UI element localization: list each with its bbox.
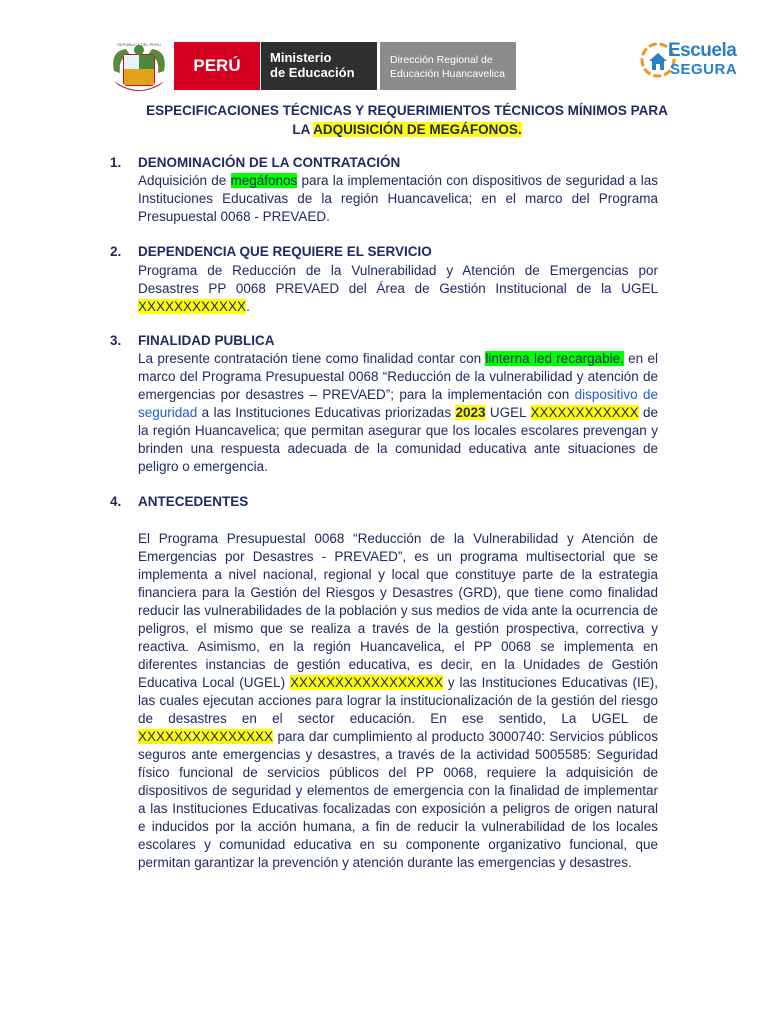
- title-line1: ESPECIFICACIONES TÉCNICAS Y REQUERIMIENTOS TÉCNICOS MÍNIMOS PARA: [146, 103, 668, 118]
- section-3-year-highlight: 2023: [455, 405, 486, 420]
- ministerio-logo: [261, 42, 377, 90]
- section-3-ugel-highlight: XXXXXXXXXXXX: [530, 405, 639, 420]
- section-4-text-part: para dar cumplimiento al producto 3000740: Servicios públicos seguros ante emergencias y desastres, a través de la actividad 5005585: Seguridad físico funcional de servicios públicos del PP 0068, requiere la adquisición de dispositivos de seguridad y elementos de emergencia con la finalidad de implementar a las Instituciones Educativas focalizadas con exposición a peligros de origen natural e inducidos por la acción humana, a fin de reducir la vulnerabilidad de los locales escolares y comunidad educativa en su componente organizativo funcional, que permitan garantizar la prevención y atención durante las emergencias y desastres.: [138, 729, 658, 870]
- section-1-highlight: megáfonos: [230, 173, 298, 188]
- ministerio-line1: Ministerio: [270, 50, 332, 65]
- section-1-text: [138, 172, 658, 226]
- section-4-text-part: El Programa Presupuestal 0068 “Reducción de la Vulnerabilidad y Atención de Emergencias por Desastres - PREVAED”, es un programa multisectorial que se implementa a nivel nacional, regional y local que constituye parte de la estrategia financiera para la Gestión del Riesgos y Desastres (GRD), que tiene como finalidad reducir las vulnerabilidades de la población y sus medios de vida ante la ocurrencia de peligros, el mismo que se realiza a través de la gestión prospectiva, correctiva y reactiva. Asimismo, en la región Huancavelica, el PP 0068 se implementa en diferentes instancias de gestión educativa, es decir, en la Unidades de Gestión Educativa Local (UGEL): [138, 531, 658, 690]
- direccion-line2: Educación Huancavelica: [390, 68, 505, 80]
- escuela-label: Escuela: [668, 40, 737, 61]
- section-2-heading: DEPENDENCIA QUE REQUIERE EL SERVICIO: [138, 244, 432, 259]
- section-2-highlight: XXXXXXXXXXXX: [138, 299, 247, 314]
- section-4-ugel-highlight-2: XXXXXXXXXXXXXXX: [138, 729, 274, 744]
- section-4-heading: ANTECEDENTES: [138, 494, 249, 509]
- peru-logo: [174, 42, 260, 90]
- document-title: [110, 101, 704, 139]
- emblem-text: REPUBLICA DEL PERU: [117, 42, 161, 47]
- title-line2-prefix: LA: [292, 122, 314, 137]
- direccion-line1: Dirección Regional de: [390, 54, 493, 66]
- section-2-text: [138, 262, 658, 316]
- section-3-text-part: de la región Huancavelica; que permitan asegurar que los locales escolares prevengan y brinden una respuesta adecuada de la comunidad educativa ante situaciones de peligro o emergencia.: [138, 405, 658, 474]
- section-1-text-part: Adquisición de: [138, 173, 231, 188]
- section-3-text: [138, 350, 658, 476]
- section-3-number: 3.: [110, 333, 122, 348]
- section-1-text-part: para la implementación con dispositivos de seguridad a las Instituciones Educativas de la región Huancavelica; en el marco del Programa Presupuestal 0068 - PREVAED.: [138, 173, 659, 224]
- ministerio-line2: de Educación: [270, 65, 355, 80]
- section-3-highlight-green: linterna led recargable,: [485, 351, 624, 366]
- peru-label: PERÚ: [193, 56, 241, 75]
- segura-label: SEGURA: [670, 61, 738, 78]
- direccion-regional-logo: [380, 42, 516, 90]
- coat-of-arms-icon: [108, 41, 170, 97]
- section-3-text-part: UGEL: [485, 405, 531, 420]
- section-2-text-part: .: [246, 299, 250, 314]
- section-1-heading: DENOMINACIÓN DE LA CONTRATACIÓN: [138, 155, 401, 170]
- section-4-text: [138, 530, 658, 872]
- section-3-text-part: a las Instituciones Educativas priorizadas: [197, 405, 456, 420]
- section-1-number: 1.: [110, 155, 122, 170]
- document-header: [0, 0, 768, 100]
- section-2-text-part: Programa de Reducción de la Vulnerabilidad y Atención de Emergencias por Desastres PP 0068 PREVAED del Área de Gestión Institucional de la UGEL: [138, 263, 658, 296]
- section-4-ugel-highlight: XXXXXXXXXXXXXXXXX: [289, 675, 444, 690]
- section-4-number: 4.: [110, 494, 122, 509]
- title-line2-highlight: ADQUISICIÓN DE MEGÁFONOS.: [313, 122, 522, 137]
- section-3-text-part: en el marco del Programa Presupuestal 0068 “Reducción de la vulnerabilidad y atención de emergencias por desastres – PREVAED”; para la implementación con: [138, 351, 658, 402]
- section-2-number: 2.: [110, 244, 122, 259]
- section-3-blue-text: dispositivo de seguridad: [138, 387, 658, 420]
- section-4-text-part: y las Instituciones Educativas (IE), las cuales ejecutan acciones para lograr la institucionalización de la gestión del riesgo de desastres en el sector educación. En ese sentido, La UGEL de: [138, 675, 658, 726]
- section-3-heading: FINALIDAD PUBLICA: [138, 333, 275, 348]
- section-3-text-part: La presente contratación tiene como finalidad contar con: [138, 351, 486, 366]
